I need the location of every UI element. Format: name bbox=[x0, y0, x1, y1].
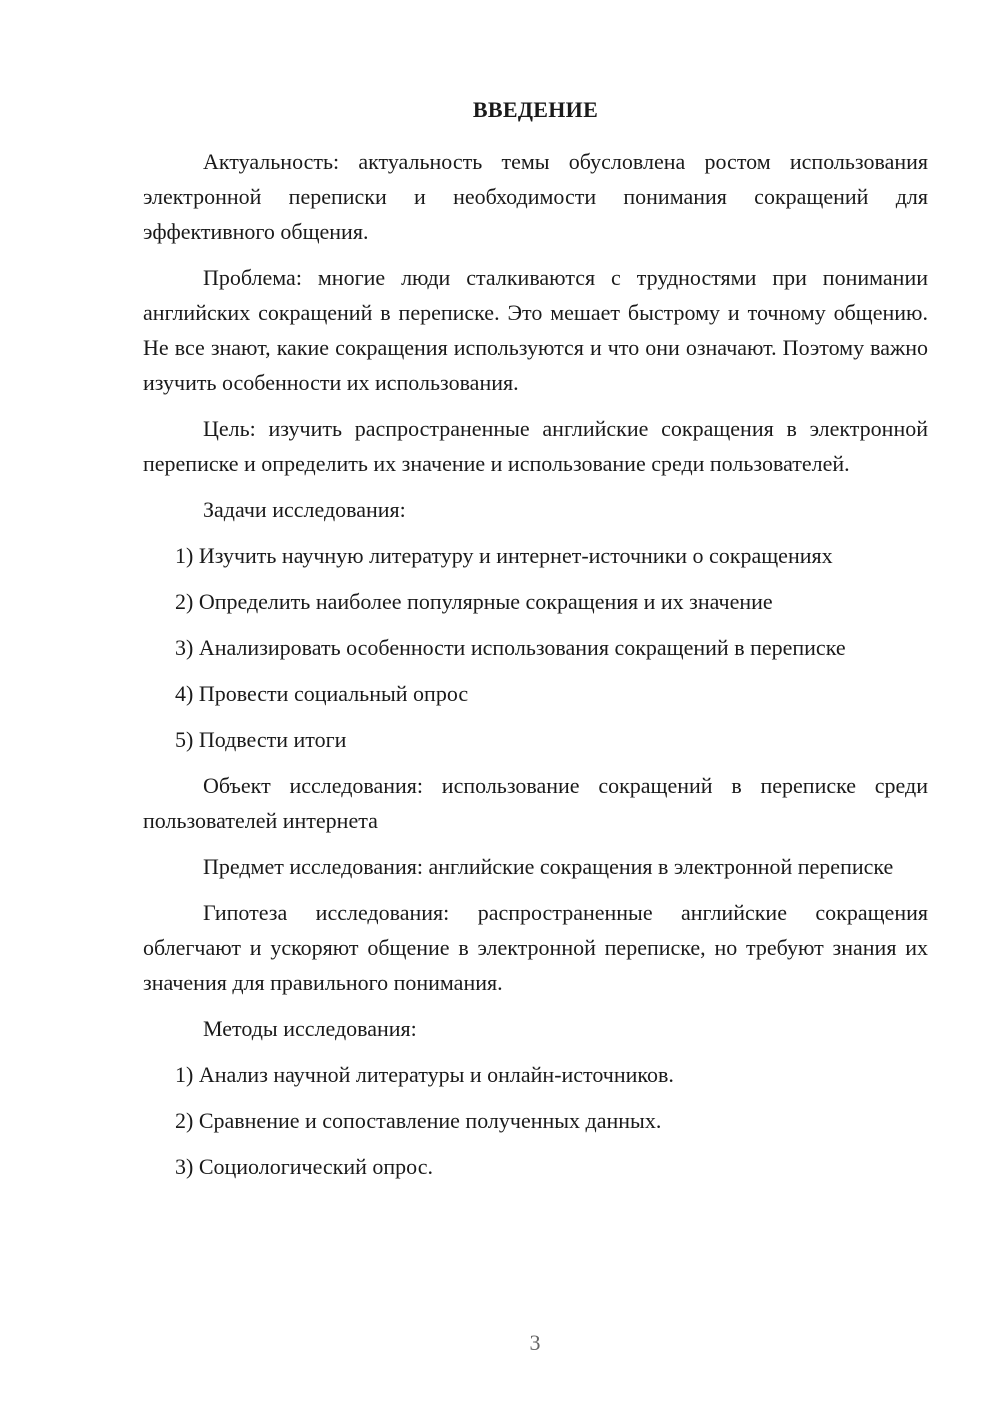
page-number: 3 bbox=[529, 1330, 541, 1355]
task-item-3: 3) Анализировать особенности использования сокращений в переписке bbox=[175, 635, 846, 660]
method-item-2: 2) Сравнение и сопоставление полученных данных. bbox=[175, 1108, 662, 1133]
methods-heading: Методы исследования: bbox=[203, 1016, 417, 1041]
hypothesis-paragraph: Гипотеза исследования: распространенные английские сокращения облегчают и ускоряют общение в электронной переписке, но требуют знания их значения для правильного понимания. bbox=[143, 900, 928, 995]
document-page bbox=[143, 94, 928, 1195]
method-item-1: 1) Анализ научной литературы и онлайн-источников. bbox=[175, 1062, 674, 1087]
task-item-4: 4) Провести социальный опрос bbox=[175, 681, 469, 706]
tasks-heading: Задачи исследования: bbox=[203, 497, 406, 522]
goal-paragraph: Цель: изучить распространенные английские сокращения в электронной переписке и определить их значение и использование среди пользователей. bbox=[143, 416, 928, 476]
object-paragraph: Объект исследования: использование сокращений в переписке среди пользователей интернета bbox=[143, 773, 928, 833]
task-item-5: 5) Подвести итоги bbox=[175, 727, 347, 752]
task-item-1: 1) Изучить научную литературу и интернет-источники о сокращениях bbox=[175, 543, 833, 568]
subject-paragraph: Предмет исследования: английские сокращения в электронной переписке bbox=[203, 854, 894, 879]
problem-paragraph: Проблема: многие люди сталкиваются с трудностями при понимании английских сокращений в переписке. Это мешает быстрому и точному общению. Не все знают, какие сокращения используются и что они означают. Поэтому важно изучить особенности их использования. bbox=[143, 265, 928, 395]
task-item-2: 2) Определить наиболее популярные сокращения и их значение bbox=[175, 589, 773, 614]
relevance-paragraph: Актуальность: актуальность темы обусловлена ростом использования электронной переписки и необходимости понимания сокращений для эффективного общения. bbox=[143, 149, 928, 244]
page-title: ВВЕДЕНИЕ bbox=[472, 97, 599, 122]
method-item-3: 3) Социологический опрос. bbox=[175, 1154, 433, 1179]
